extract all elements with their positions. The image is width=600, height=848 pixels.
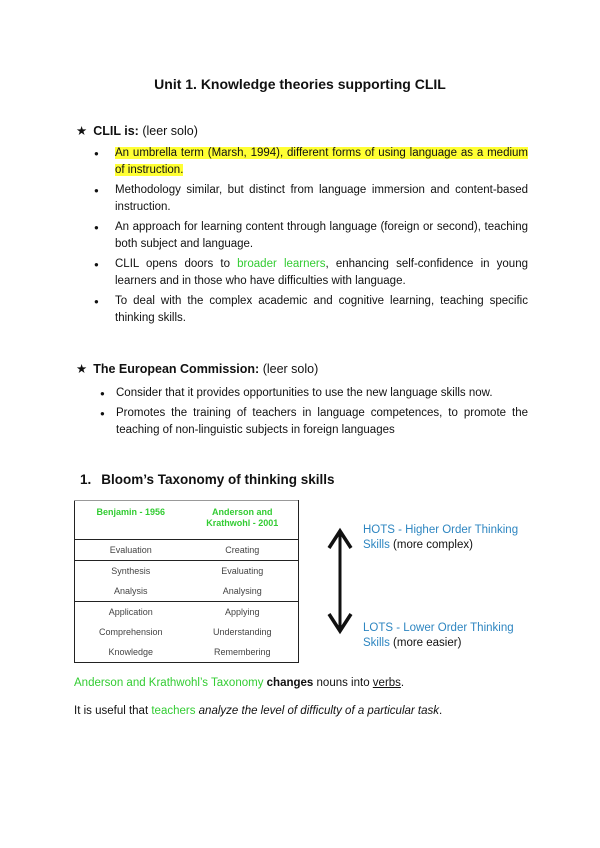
star-icon: ★	[76, 362, 88, 376]
table-header-row	[75, 501, 299, 540]
clil-label: CLIL is:	[93, 124, 139, 138]
list-item: ● CLIL opens doors to broader learners, enhancing self-confidence in young learners and in those who have difficulties with language.	[94, 256, 528, 290]
table-row: Comprehension Understanding	[98, 627, 272, 637]
list-item: ● An umbrella term (Marsh, 1994), different forms of using language as a medium of instruction.	[94, 145, 528, 179]
clil-note: (leer solo)	[142, 124, 198, 138]
list-item: ● An approach for learning content through language (foreign or second), teaching both subject and language.	[94, 219, 528, 253]
col2-header: Anderson and Krathwohl - 2001	[206, 507, 279, 528]
table-row: Analysis Analysing	[113, 586, 262, 596]
page-title: Unit 1. Knowledge theories supporting CLIL	[154, 76, 446, 92]
bloom-heading: 1. Bloom’s Taxonomy of thinking skills	[80, 472, 335, 487]
clil-list	[94, 145, 528, 330]
list-item: ● Consider that it provides opportunities to use the new language skills now.	[100, 385, 528, 402]
list-item: ● To deal with the complex academic and cognitive learning, teaching specific thinking skills.	[94, 293, 528, 327]
star-icon: ★	[76, 124, 88, 138]
commission-note: (leer solo)	[262, 362, 319, 376]
lots-note: LOTS - Lower Order Thinking Skills (more easier)	[363, 622, 514, 649]
teachers-paragraph: It is useful that teachers analyze the level of difficulty of a particular task.	[74, 705, 443, 717]
clil-heading	[76, 123, 198, 138]
bloom-table	[74, 500, 299, 663]
double-arrow-icon	[325, 526, 355, 636]
table-row: Evaluation Creating	[75, 540, 299, 561]
commission-heading	[76, 361, 318, 376]
table-row: Application Applying	[75, 602, 299, 623]
table-row: Synthesis Evaluating	[75, 561, 299, 582]
list-item: ● Promotes the training of teachers in language competences, to promote the teaching of non-linguistic subjects in foreign languages	[100, 405, 528, 439]
list-item: ● Methodology similar, but distinct from language immersion and content-based instruction.	[94, 182, 528, 216]
table-row: Knowledge Remembering	[108, 647, 271, 657]
hots-note: HOTS - Higher Order Thinking Skills (more complex)	[363, 524, 519, 551]
col1-header: Benjamin - 1956	[96, 507, 166, 517]
commission-label: The European Commission:	[93, 362, 260, 376]
commission-list	[100, 385, 528, 442]
taxonomy-paragraph: Anderson and Krathwohl’s Taxonomy changes nouns into verbs.	[74, 677, 405, 689]
